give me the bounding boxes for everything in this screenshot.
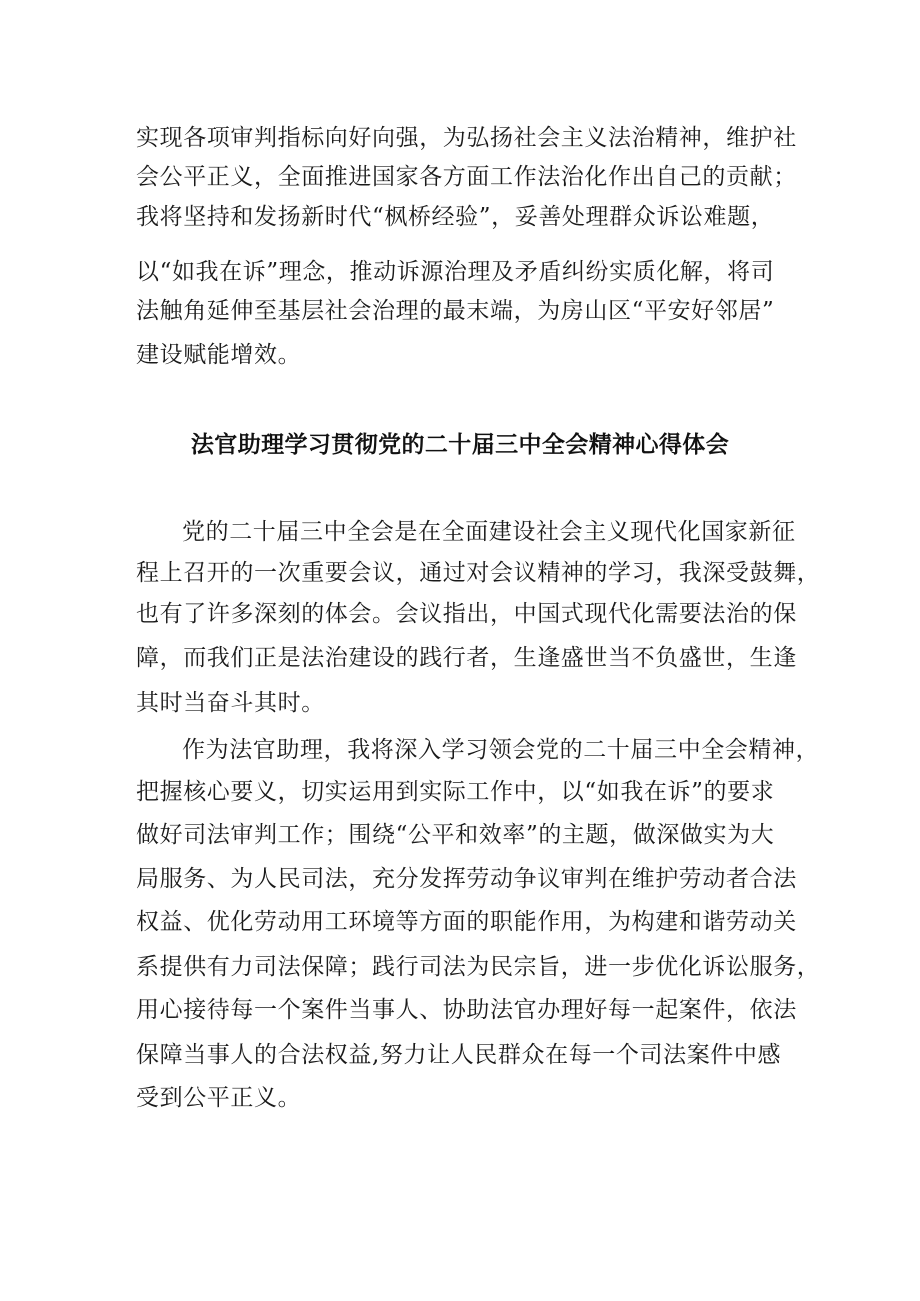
paragraph2-line: 局服务、为人民司法，充分发挥劳动争议审判在维护劳动者合法 (136, 866, 797, 892)
paragraph2-line: 系提供有力司法保障；践行司法为民宗旨，进一步优化诉讼服务， (136, 954, 821, 980)
paragraph2-line: 权益、优化劳动用工环境等方面的职能作用，为构建和谐劳动关 (136, 909, 797, 935)
paragraph1-line: 其时当奋斗其时。 (136, 690, 325, 716)
paragraph2-line: 做好司法审判工作；围绕“公平和效率”的主题，做深做实为大 (136, 822, 775, 848)
intro-line: 实现各项审判指标向好向强，为弘扬社会主义法治精神，维护社 (136, 125, 797, 151)
paragraph2-line: 用心接待每一个案件当事人、协助法官办理好每一起案件，依法 (136, 997, 797, 1023)
intro-line: 会公平正义，全面推进国家各方面工作法治化作出自己的贡献； (136, 164, 797, 190)
paragraph2-line: 作为法官助理，我将深入学习领会党的二十届三中全会精神， (182, 737, 820, 763)
paragraph2-line: 保障当事人的合法权益,努力让人民群众在每一个司法案件中感 (136, 1042, 782, 1068)
paragraph1-line: 也有了许多深刻的体会。会议指出，中国式现代化需要法治的保 (136, 601, 797, 627)
paragraph2-line: 受到公平正义。 (136, 1085, 302, 1111)
paragraph1-line: 程上召开的一次重要会议，通过对会议精神的学习，我深受鼓舞， (136, 560, 821, 586)
section-title: 法官助理学习贯彻党的二十届三中全会精神心得体会 (190, 432, 730, 458)
intro-line: 我将坚持和发扬新时代“枫桥经验”，妥善处理群众诉讼难题， (136, 204, 775, 230)
intro-line: 建设赋能增效。 (136, 342, 302, 368)
intro-line: 法触角延伸至基层社会治理的最末端，为房山区“平安好邻居” (136, 298, 775, 324)
paragraph2-line: 把握核心要义，切实运用到实际工作中，以“如我在诉”的要求 (136, 779, 775, 805)
intro-line: 以“如我在诉”理念，推动诉源治理及矛盾纠纷实质化解，将司 (136, 259, 775, 285)
paragraph1-line: 党的二十届三中全会是在全面建设社会主义现代化国家新征 (182, 519, 796, 545)
paragraph1-line: 障，而我们正是法治建设的践行者，生逢盛世当不负盛世，生逢 (136, 645, 797, 671)
